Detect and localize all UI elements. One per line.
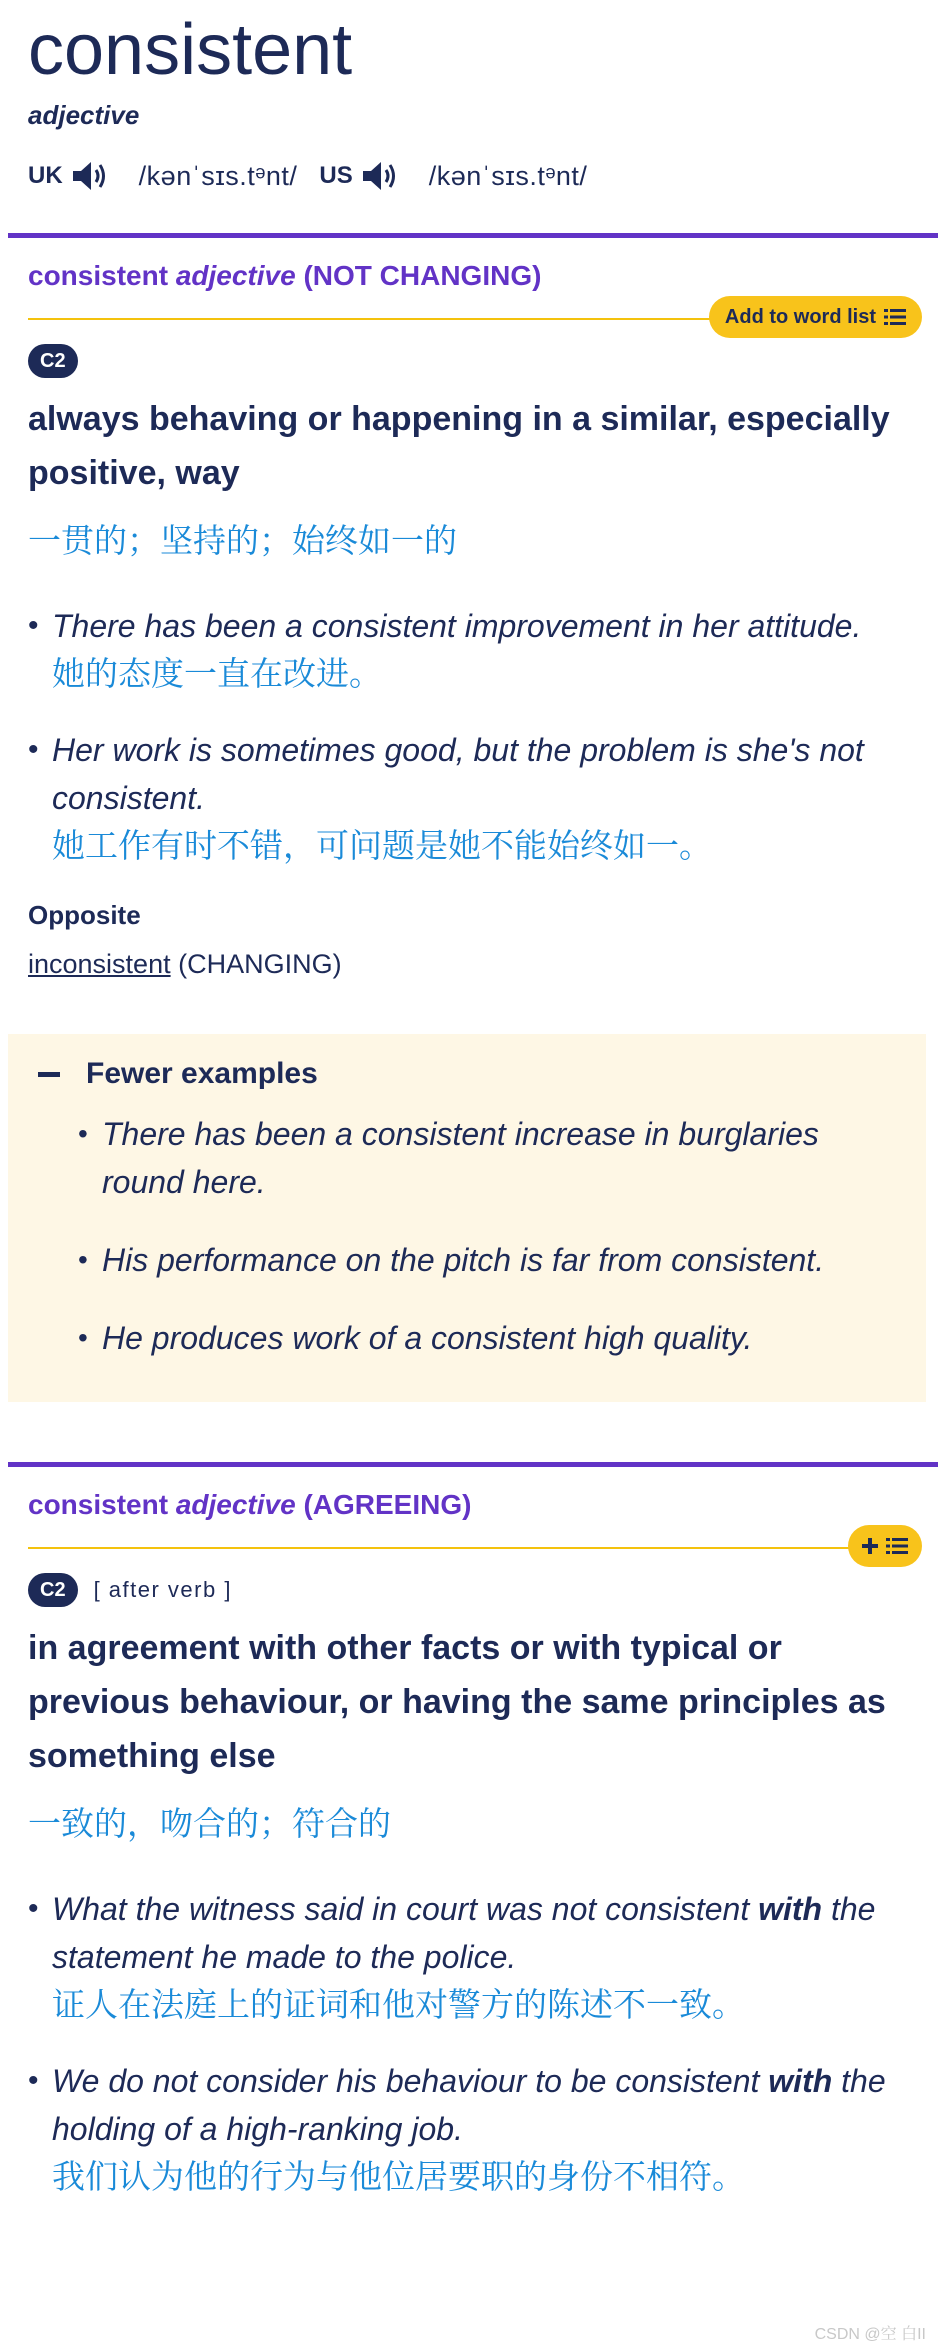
more-examples-panel xyxy=(8,1034,926,1402)
example-translation: 她工作有时不错，可问题是她不能始终如一。 xyxy=(52,827,712,864)
level-badge: C2 xyxy=(28,1573,78,1607)
speaker-icon-uk[interactable] xyxy=(71,159,111,193)
watermark: CSDN @空 白II xyxy=(814,2326,926,2343)
uk-label: UK xyxy=(28,162,63,189)
fewer-examples-label: Fewer examples xyxy=(86,1057,318,1090)
example-item xyxy=(28,602,918,698)
rule-line xyxy=(28,1547,916,1549)
example-english xyxy=(52,2057,918,2153)
example-text: the statement he made to the police. xyxy=(52,1891,876,1975)
sense-not-changing xyxy=(0,233,946,980)
sense-word: consistent xyxy=(28,1489,169,1520)
fewer-examples-toggle[interactable] xyxy=(8,1052,926,1096)
add-to-word-list-button[interactable] xyxy=(709,296,922,338)
uk-ipa: /kənˈsɪs.tᵊnt/ xyxy=(138,160,298,191)
us-label: US xyxy=(319,162,353,189)
headword: consistent xyxy=(28,10,353,90)
more-example-item: • He produces work of a consistent high quality. xyxy=(78,1314,926,1362)
example-english xyxy=(52,1885,918,1981)
example-keyword: with xyxy=(768,2063,833,2099)
word-list-row xyxy=(28,1525,946,1569)
add-to-word-list-label: Add to word list xyxy=(724,305,876,328)
grammar-label: [ after verb ] xyxy=(93,1577,232,1602)
example-translation: 证人在法庭上的证词和他对警方的陈述不一致。 xyxy=(52,1986,745,2023)
example-text: the holding of a high-ranking job. xyxy=(52,2063,886,2147)
opposite-section xyxy=(0,900,946,980)
plus-icon xyxy=(862,1538,878,1554)
definition-translation: 一贯的；坚持的；始终如一的 xyxy=(28,522,457,559)
part-of-speech: adjective xyxy=(28,100,140,130)
opposite-guide: (CHANGING) xyxy=(178,949,342,979)
example-item xyxy=(28,1885,918,2029)
sense-guide: (AGREEING) xyxy=(303,1489,472,1520)
entry-header xyxy=(0,0,946,193)
example-keyword: with xyxy=(758,1891,823,1927)
example-text: What the witness said in court was not consistent xyxy=(52,1891,759,1927)
level-row xyxy=(0,1573,946,1607)
example-translation: 我们认为他的行为与他位居要职的身份不相符。 xyxy=(52,2158,745,2195)
example-list xyxy=(0,1885,946,2201)
example-item xyxy=(28,726,918,870)
more-examples-list xyxy=(8,1110,926,1362)
example-translation: 她的态度一直在改进。 xyxy=(52,655,382,692)
sense-guide: (NOT CHANGING) xyxy=(303,260,542,291)
example-english: • There has been a consistent improvement in her attitude. xyxy=(52,608,862,644)
example-text: We do not consider his behaviour to be consistent xyxy=(52,2063,769,2099)
opposite-entry xyxy=(28,949,918,980)
speaker-icon-us[interactable] xyxy=(361,159,401,193)
word-list-row xyxy=(28,296,946,340)
example-item xyxy=(28,2057,918,2201)
sense-pos: adjective xyxy=(175,260,296,291)
sense-word: consistent xyxy=(28,260,169,291)
sense-title xyxy=(0,238,946,292)
sense-pos: adjective xyxy=(175,1489,296,1520)
minus-icon xyxy=(38,1072,60,1077)
more-example-item: • His performance on the pitch is far from consistent. xyxy=(78,1236,926,1284)
list-icon xyxy=(886,1537,908,1555)
definition-translation: 一致的，吻合的；符合的 xyxy=(28,1805,391,1842)
opposite-link[interactable]: inconsistent xyxy=(28,949,171,979)
list-icon xyxy=(884,308,906,326)
more-example-item: • There has been a consistent increase in burglaries round here. xyxy=(78,1110,926,1206)
definition: in agreement with other facts or with typical or previous behaviour, or having the same principles as something else xyxy=(28,1629,886,1775)
example-english: • Her work is sometimes good, but the problem is she's not consistent. xyxy=(52,732,864,816)
sense-title xyxy=(0,1467,946,1521)
sense-agreeing xyxy=(0,1462,946,2201)
example-list xyxy=(0,602,946,870)
pronunciation-row xyxy=(28,159,918,193)
add-to-word-list-button[interactable] xyxy=(848,1525,922,1567)
us-ipa: /kənˈsɪs.tᵊnt/ xyxy=(428,160,588,191)
definition: always behaving or happening in a similar, especially positive, way xyxy=(28,400,890,492)
level-badge: C2 xyxy=(28,344,78,378)
opposite-heading: Opposite xyxy=(28,900,141,930)
level-row xyxy=(0,344,946,378)
